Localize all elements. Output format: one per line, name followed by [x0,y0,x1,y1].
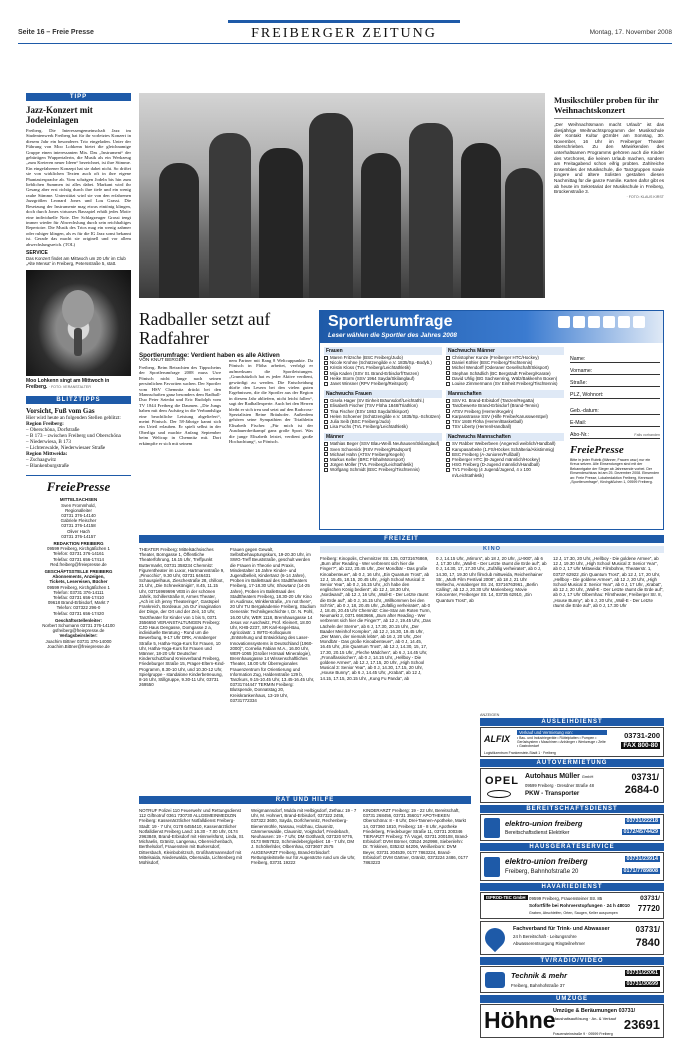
isprod-text: Sofortfilfe bei Rohrverstopfungen · 24 h 48010 [529,903,630,908]
contact-title: GESCHÄFTSSTELLE FREIBERG [44,568,113,574]
hoehne-phone: 23691 [623,1017,660,1032]
contact-line: 09618 Brand-Erbisdorf, Markt 7 [47,600,110,606]
masthead-bar [228,20,460,23]
checkbox[interactable] [324,382,328,386]
elektro1-name: elektro-union freiberg [505,819,583,828]
elektro1-sub: Bereitschaftsdienst Elektriker [505,830,570,836]
umfrage-header [320,311,663,343]
checkbox[interactable] [446,361,450,365]
isprod-name: ISPROD-TEC GmbH [486,895,526,900]
lightning-icon [484,818,500,838]
category-nachwuchs-maenner [446,347,564,386]
checkbox[interactable] [446,468,450,472]
elektro2-addr: Freiberg, Bahnhofstraße 20 [505,869,579,875]
service-text: Das Konzert findet am Mittwoch um 20 Uhr im Club „Alte Mensa“ in Freiberg, Petersstraße 5, statt. [26,255,126,267]
checkbox[interactable] [324,458,328,462]
checkbox[interactable] [446,404,450,408]
ads-column [480,713,664,1038]
nominee[interactable]: Stephan Schädlich (BC Bergstadt Freiberg/Karate) [446,371,564,376]
elektro2-phone-2: 0171/7789808 [623,868,658,874]
nominee[interactable]: Maren Fritzsche (BSC Freiberg/Judo) [324,355,442,360]
blitztipps-intro: Hier wird heute an folgenden Stellen geblitzt: [26,415,121,422]
page-label: Seite 16 – Freie Presse [18,29,94,36]
radballer-col-2 [229,358,313,446]
checkbox[interactable] [446,452,450,456]
photo-child [259,148,303,298]
nominee[interactable]: Julia Seib (BSC Freiberg/Judo) [324,419,442,424]
contact-line: 09599 Freiberg, Kirchgäßchen 1 [47,546,110,552]
blitz-item: – Blankenburgstraße [26,463,69,470]
contact-block [26,541,131,567]
checkbox[interactable] [446,447,450,451]
choir-photo [139,93,545,298]
blitztipps-title: Vorsicht, Fuß vom Gas [26,407,95,416]
rat-column-1: NOTRUF Polizei 110 Feuerwehr und Rettungsdienst 112 Giftnotruf 0361 730730 ALLGEMEINMEDIZIN Freiberg: Kassenärztlicher Notfalldienst Freiberg-Stadt: 19 - 7 Uhr, 0178 6455410, Kassenärztlicher Notfalldienst Freiberg Land: 16.30 - 7.00 Uhr, 0174 2963849, Brand-Erbisdorf mit Himmelsfürst, Linda, St. Michaelis, Gränitz, Langenau, Oberreichenbach, Berthelsdorf, Frauenstein mit Burkersdorf, Dittersbach, Kleinbobritzsch, Großhartmannsdorf mit Mittelsaida, Niederwalda, Obersaida, Lichtenberg mit Mühlsdorf, [139,808,245,866]
contact-line: Verlagsbeirsleiter: [59,633,98,639]
umzuege-label: UMZÜGE [480,995,664,1003]
checkbox[interactable] [324,371,328,375]
vag-text: Abwasserentsorgung Ringteilnehmer [513,941,585,946]
alfix-logo: ALFIX [484,734,510,744]
nominee[interactable]: TSV 1848 Flöha (Herren/Basketball) [446,419,564,424]
freiepresse-logo: FreiePresse [46,479,111,495]
form-name-field[interactable]: Name: [570,351,660,363]
isprod-phone-1: 03731/ [640,895,660,902]
contact-line[interactable]: gsfreiberg@freiepresse.de [52,628,105,634]
nominee[interactable]: Jürgen Möller (TVL Freiberg/Leichtathletik) [324,462,442,467]
contact-line: 03731 376-14140 [61,512,96,518]
nominee[interactable]: Tina Fischer (ESV 1863 Sayda/Skisport) [324,409,442,414]
checkbox[interactable] [324,361,328,365]
cyclist-icon [573,316,585,328]
photo-story-title: Musikschüler proben für ihr Weihnachtskonzert [554,95,659,115]
tv-icon [485,972,505,988]
nominee[interactable]: Tanzbewerte Brand-Erbisdorf (Brand-Tennis) [446,403,564,408]
tech-addr: Freiberg, Bahnhofstraße 37 [511,983,565,988]
category-label: Nachwuchs Mannschaften [446,433,564,441]
hoehne-ad[interactable] [480,1004,664,1038]
vag-phone-2: 7840 [635,937,660,949]
hoehne-text-2: Haushaltsauflösung · An- & Verkauf [553,1016,617,1021]
photo-child [409,123,453,298]
umfrage-form [570,351,660,484]
tipp-caption [26,378,131,390]
contact-line: Regionalleiter [65,507,92,513]
contact-block [26,569,131,616]
masthead: FREIBERGER ZEITUNG [251,26,437,41]
nominee[interactable]: Janet Winsner (RPV Freiberg/Reitsport) [324,381,442,386]
nominee[interactable]: Wolfgang Schmidt (BSC Freiberg/Tischtennis) [324,467,442,472]
autovermietung-label: AUTOVERMIETUNG [480,759,664,767]
contact-block [26,497,131,539]
havarie-label: HAVARIEDIENST [480,883,664,891]
nominee[interactable]: Christopher Kunze (Freiberger HTC/Hockey) [446,355,564,360]
page-header [18,20,672,44]
contact-line: Norbert Schumann 03731 376-14100 [42,623,115,629]
rat-label: RAT UND HILFE [139,796,471,804]
contact-line: Telefax: 03731 656-17410 [53,595,104,600]
nominee[interactable]: Mathias Beger (SSV Blau-Weiß Neuhausen/Skilanglauf) [324,441,442,446]
category-label: Männer [324,433,442,441]
elektro1-phone-1: 03731/22218 [626,818,658,824]
blitz-item: – Oberschöna, Dorfstraße [26,427,80,434]
contact-line: Abonnements, Anzeigen, [52,574,105,580]
elektro-union-ad-2[interactable] [480,852,664,881]
tech-name: Technik & mehr [511,971,567,980]
checkbox[interactable] [324,447,328,451]
photo-child [461,143,501,298]
contact-line[interactable]: Joachim.Bittner@freiepresse.de [47,643,110,649]
radballer-col-1 [139,358,221,447]
checkbox[interactable] [446,442,450,446]
anzeigen-label: ANZEIGEN [480,713,500,717]
left-column [26,93,131,649]
form-email-field[interactable]: E-Mail: [570,415,660,427]
form-geb-field[interactable]: Geb.-datum: [570,399,660,415]
ausleihdienst-label: AUSLEIHDIENST [480,718,664,726]
tipp-body: Freiberg. Die Interessengemeinschaft Jazz im Studentenwerk Freiberg hat für ihr vorletztes Konzert in diesem Jahr ein besonderes Trio eingeladen. Unter der Führung von Moo Lohkenn bietet die gleichnamige Gruppe einen interessanten Mix. Das „Instrument“ der gebürtigen Wuppertalerin, die Musik als ein Werkzeug „zum Kreieren neuer Ideen“ bezeichnet, ist ihre Stimme. Ein eingefahrener Konzept hat sie dabei nicht. So driftet sie von wirklichen Texten auch oft in ihre eigene Phantasiesprache ab. Vom schrägen Jodeln bis hin zum lieblichen Summen ist alles dabei. Markant wird ihr Gesang aber erst richtig durch ihre tiefe und ein wenig rauhe Stimme. Unterstützt wird sie von den erfahrenen Jazzgrößen Leonard Jones und Lou Grassi. Die Besetzung der Instrumente mag etwas eintönig klingen, doch durch Jones virtuoses Bassspiel erhält jedes Motiv eine individuelle Note. Der Schlagzeuger Grassi tengt immer wieder für Abwechslung durch sein reichhaltiges Repertoire. Die Musik des Trios mag ein wenig zahmer oder ruhiger klingen, als es für die IG Jazz sonst bekannt ist. Gerade das macht sie originell und vor allem abwechslungsreich. (TOL) [26,128,131,247]
checkbox[interactable] [446,463,450,467]
checkbox[interactable] [446,399,450,403]
kino-column-2: 0 J, 14.15 Uhr, „Mirrors“, ab 18 J, 20 Uhr, „U-900“, ab 6 J, 17.30 Uhr, „Wall-E - Der Letzte räumt die Erde auf“, ab 0 J, 14.30, 17, 17.30 Uhr, „Zufällig verheiratet“, ab 0 J, 14.30, 17, 19.30 Uhr filmclub mittweida, Reichenhainer Str., „Muth Film Festival 2008“, ab 18 J, 21 Uhr Weltecho, Annaberger Str. 24, 03716763961, „Berlin Calling“, ab 12 J, 20.30 Uhr Marienberg: Movie Kinocenter, Freiberger Str. 14, 03735 62910, „Ein Quantum Trost“, ab [436,556,547,603]
nominee[interactable]: Nicole Krohne (Schützengilde e.V. 1835/Sp.-Bodyb.) [324,360,442,365]
umfrage-subtitle: Leser wählen die Sportler des Jahres 2008 [328,332,457,339]
photo-child [209,133,251,298]
photo-story [554,93,664,200]
category-mannschaften [446,390,564,429]
runner-icon [558,316,570,328]
form-vorname-field[interactable]: Vorname: [570,363,660,375]
checkbox[interactable] [324,356,328,360]
elektro-union-ad-1[interactable] [480,814,664,841]
checkbox[interactable] [446,420,450,424]
nominee[interactable]: David Uhlig (BG Sachsenring, Wälz/Bakkenhn Boxen) [446,376,564,381]
checkbox[interactable] [324,409,328,413]
checkbox[interactable] [324,420,328,424]
category-label: Frauen [324,347,442,355]
photo-story-rule [554,118,664,119]
checkbox[interactable] [446,356,450,360]
nominee[interactable]: Louise Zimmermann (SV Einheit Freiberg/Tischtennis) [446,381,564,386]
elektro2-name: elektro-union freiberg [505,857,588,866]
water-drop-icon [481,924,509,952]
tech-phone-2: 03731/30699 [626,981,658,987]
nominee[interactable]: SV Rabber Weiberbeen (Angeredi weiblich/Handball) [446,441,564,446]
rat-section [139,796,471,866]
contacts-box [26,475,131,649]
nominee[interactable]: Daniel Köhler (BSC Freiberg/Tischtennis) [446,360,564,365]
radballer-text-2: nem Partner mit Rang 8 Weltcuppunkte. Da Pönisch in Flöha arbeitet, verfolgt er aufmerksam die Sportleistungen. „Grundsätzlich hat es jeder Aktive verdient, gewürdigt zu werden. Die Entscheidung dürfte den Lesern bei den vielen guten Ergebnissen, die die Sportler aus der Region in diesem Jahr abliefern, nicht leicht fallen“, sagt der Radballexperte. Auch bei den Herren bleibt er sich treu und setzt auf den Radcross-Spezialisten Reine Bräuhofer. Außerdem gehören seine Sympathien der Triathletin Elisabeth Fischer. „Für mich ist der Ausdauerdreikampf ganz große Sport. Was die junge Elisabeth leistet, verdient große Hochachtung“, so Pönisch. [229,358,313,445]
checkbox[interactable] [446,414,450,418]
contact-line: Sven Frommhold, [61,502,96,508]
nominee[interactable]: Karpasstrasse SSV (Hilfe Freibe/Karusswerstpel) [446,414,564,419]
swimmer-icon [588,316,600,328]
contact-line: Telefon: 037322 296-0 [56,605,101,611]
opel-emblem [487,790,511,798]
nominee[interactable]: BSC Freiberg (A-Junioren/Fußball) [446,452,564,457]
blitztipps-label: BLITZTIPPS [26,396,131,404]
nominee[interactable]: TSV Liberty (Herren/Handball) [446,424,564,429]
photo-child [159,163,199,298]
contact-line: Tickets, Lesereisen, Bücher [49,579,108,585]
contact-line: 09599 Freiberg, Kirchgäßchen 1 [47,584,110,590]
rat-column-3: KINDERARZT Freiberg: 19 - 22 Uhr, Bereitschaft, 03731 268456, 03731 356017 APOTHEKEN Oberschöna: 8 - 8 Uhr, Drei-Tannen-Apotheke, Markt 14, 037360 1810, Freiberg: 18 - 8 Uhr, Apotheke Friedeberg, Friedeburger Straße 11, 03731 200346 TIERARZT Freiberg: TÄ Vogel, 03731 200108, Brand-Erbisdorf: DVM Börner, 03524 262998, Siebenlehn: Dr. Triskinen, 035242 64206, Weißenborn: DVM Beyer, 03731 204539, 0177 7863224, Brand-Erbisdorf: DVM Gärtner, Gränitz, 0373224 2486, 0177 7863223 [363,808,469,866]
ball-icon [603,316,615,328]
nominee[interactable]: Karupasarbeite (1.FS/Höckes Schälteria/Akistimmig) [446,447,564,452]
page-date: Montag, 17. November 2008 [589,29,672,36]
radballer-headline: Radballer setzt auf Radfahrer [139,309,271,348]
contact-line: Telefax: 03731 656-17420 [53,610,104,616]
alfix-ad[interactable] [480,727,664,757]
contact-block [26,618,131,649]
category-nachwuchs-frauen [324,390,442,429]
checkbox[interactable] [324,425,328,429]
vag-sub: 24 h Bereitschaft · Leitungsrohre [513,934,577,939]
nominee[interactable]: TV1 Freiberg (4 Jugend/Jugend, 4 x 100 m/Leichtathletik) [446,467,564,477]
category-label: Mannschaften [446,390,564,398]
form-strasse-field[interactable]: Straße: [570,375,660,387]
nominee[interactable]: Markus Keller (BRC Flöha/Motorsport) [324,457,442,462]
radballer-article [139,310,314,365]
category-frauen [324,347,442,386]
form-plz-field[interactable]: PLZ, Wohnort: [570,387,660,399]
checkbox[interactable] [324,414,328,418]
radballer-byline: VON KNUT BERGER [139,358,186,363]
contact-title: REDAKTION FREIBERG [53,540,104,546]
umfrage-col-mid [446,347,564,478]
checkbox[interactable] [324,442,328,446]
hoehne-logo: Höhne [484,1007,556,1033]
checkbox[interactable] [446,382,450,386]
sport-icons [558,316,645,328]
kino-column-1: Freiberg: Kinopolis, Chemnitzer Str. 135, 03731676869, „Bum after Reading - Wer verbrennt sich hier die Finger?“, ab 12J, 20.45 Uhr, „Der Mondbär - Das große Kinoabenteuer“, ab 0 J, 16 Uhr, „Ein Quantum Trost“, ab 12 J, 15.45, 18.15, 20.45 Uhr, „High School Musical 3: Senior Year“, ab 0 J, 16.15 Uhr, „Ich habe den englischen König bedient“, ab 12 J, 18.30 Uhr, „Nordwand“, ab 12 J, 16 Uhr, „Wall-E - Der Letzte räumt die Erde auf“, ab 0 J, 16.15 Uhr, „Willkommen bei den Sch’tis“, ab 0 J, 18, 20.45 Uhr, „Zufällig verheiratet“, ab 0 J, 18.45, 20.45 Uhr Chemnitz: Cine-Star am Roten Turm, Neumarkt 2, 0371 6663666, „Bum after Reading - Wer verbrennt sich hier die Finger?“, ab 12 J, 19.45 Uhr, „Das Lächeln der Sterne“, ab 6 J, 17.30, 20.15 Uhr, „Der Baader Meinhof Komplex“, ab 12 J, 16.30, 19.45 Uhr, „Der Mann, der niemals lebte“, ab 16 J, 20 Uhr, „Der Mondbär - Das große Kinoabenteuer“, ab 0 J, 14.45, 16.45 Uhr, „Ein Quantum Trost“, ab 12 J, 14.30, 15, 17, 17.30, 20.15 Uhr, „Fleche Mädchen“, ab 6 J, 14.45 Uhr, „Fronalfassischen“, ab 0 J, 14.15 Uhr, „Hellboy - Die goldene Armee“, ab 12 J, 17.15, 20 Uhr, „High School Musical 3: Senior Year“, ab 0 J, 14.30, 17.15, 20 Uhr, „House Bunny“, ab 6 J, 14.45 Uhr, „Krabat“, ab 12 J, 14.15, 17.15, 20.15 Uhr, „Kung Fu Panda“, ab [320,556,431,681]
checkbox[interactable] [446,366,450,370]
tipp-label: TIPP [26,93,131,101]
header-rule [18,43,672,44]
nominee[interactable]: Kristin Kloss (TVL Freiberg/Leichtathletik) [324,365,442,370]
tvradio-label: TV/RADIO/VIDEO [480,957,664,965]
tipp-photo-microphone [74,328,82,356]
mueller-name: Autohaus Müller GmbH [525,773,594,780]
freizeit-label: FREIZEIT [139,535,664,543]
mueller-phone-1: 03731/ [631,772,659,782]
mueller-addr: 09599 Freiberg · Dresdner Straße 48 [525,783,594,788]
kino-label: KINO [483,546,501,552]
blitz-item: – Zschaagwitz [26,457,57,464]
elektro1-phone-2: 0172/4574429 [623,829,658,835]
contact-title: Geschäftsstellenleiter: [54,617,103,623]
vag-name: Fachverband für Trink- und Abwasser [513,926,610,932]
photo-child [505,168,543,298]
vag-ad[interactable] [480,921,664,955]
checkbox[interactable] [446,371,450,375]
tipp-photo [26,270,131,376]
contact-line: Joachim Bittner 03731 376-14000 [45,638,112,644]
alfix-fax: FAX 800-80 [623,742,658,749]
blitz-item: – Niederwiesa, B 173 [26,439,71,446]
tech-phone-1: 03731/22061 [626,970,658,976]
tipp-title: Jazz-Konzert mit Jodeleinlagen [26,105,93,125]
contact-line: Oliver Hach [67,528,90,534]
nominee[interactable]: SSV Kt. Brand-Erbisdorf (Tanzen/Regatta) [446,398,564,403]
blitz-item: – Lichtenwalde, Niederwiesaer Straße [26,445,106,452]
mueller-phone-2: 2684-0 [624,784,659,796]
isprod-ad[interactable] [480,892,664,919]
umfrage-col-left [324,347,442,473]
opel-logo: OPEL [485,775,519,787]
blitz-item: – B 173 – zwischen Freiberg und Oberschöna [26,433,121,440]
checkbox[interactable] [324,468,328,472]
checkbox[interactable] [446,458,450,462]
hoehne-addr: Frauensteinstraße 9 · 09599 Freiberg [553,1032,613,1036]
photo-story-credit: · FOTO: KLAUS KIRST [626,194,664,199]
technik-ad[interactable] [480,966,664,993]
alfix-addr: Logistikzentrum Frankenstein-Stadt 1 · Freiberg [484,751,556,755]
rider-icon [633,316,645,328]
freizeit-column-2: Frauen gegen Gewalt, Selbstbehauptungskurs, 19-20.30 Uhr, im SWG-Treff Beuststraße, geschult werden die Frauen in Theorie und Praxis, Mindestalter 16 Jahre Kinder- und Jugendbelleit, Kindertanz (6-14 Jahre), Proben im Ballettsaal des Stadttheaters Freiberg, 17-18.30 Uhr, Showtanz (14-25 Jahre), Proben im Ballettsaal des Stadttheaters Freiberg, 18.30-20 Uhr Kino im Audimax, Winklerstraße, „Im not there“, 20 Uhr TU Bergakademie Freiberg, Studium Generale: Technikgeschichte I, Dr. N. Pohl, 16.00 Uhr, WER 1118, Bremhausgasse 14 Jesus vor Auschwitz, Prof. Kleinert, 18.00 Uhr, KHB-2237, SR Karl-Kegel-Bau, Agricolastr. 1 IWTG-Kolloquium „Entstehung und Entwicklung des Laser-Innovationssystems in Deutschland (1960-2000)“, Cornelia Fabian M.A., 16.00 Uhr, WER-1065 (Großer Hörsaal Mineralogie), Brennhausgasse 14 Wissenschaftliches Theater, 18.00 Uhr Überregionales Frauenzentrum für Orientierung und Information Zug, Haldenstraße 129 b, Tanzkurs, 9.15-10.45 Uhr, 13.45-16.45 Uhr, 03731744447 TERMIN Freiberg: Blutspende, Donnatstag 20, Kreiskrankenhaus, 13-19 Uhr, 03731772334 [230,547,316,703]
checkbox[interactable] [446,376,450,380]
blitz-region-1 [26,421,131,451]
contact-line[interactable]: Red.freiberg@freiepresse.de [50,561,107,567]
isprod-phone-2: 77720 [637,904,660,913]
lightning-icon [484,857,500,877]
nominee[interactable]: Sven Schoenick (RSV Freiberg/Radsport) [324,447,442,452]
nominee[interactable]: Elisabeth Fischer (TSV Flöha 1848/Triathlon) [324,403,442,408]
checkbox[interactable] [324,463,328,467]
contact-line: Telefon: 03731 376-14111 [53,589,104,595]
checkbox[interactable] [446,409,450,413]
elektro2-phone-1: 03731/23914 [626,856,658,862]
kino-column-3: 12 J, 17.30, 20 Uhr, „Hellboy - Die goldene Armee“, ab 12 J, 19.30 Uhr, „High School Musical 3: Senior Year“, ab 0 J, 17 Uhr Mittweida: Filmbühne, Theaterstr. 1, 03727 62922 „Ein Quantum Trost“, ab 12 J, 17, 20 Uhr, „Hellboy - Die goldene Armee“, ab 12 J, 20 Uhr, „High School Musical 3: Senior Year“, ab 0 J, 17 Uhr, „Krabat“, ab 12 J, 20 Uhr, „Wall-E - Der Letzte räumt die Erde auf“, ab 0 J, 17 Uhr Olbernhau: Filmtheater, Freiberger Str. 8, „House Bunny“, ab 6 J, 20 Uhr, „Wall-E - Der Letzte räumt die Erde auf“, ab 0 J, 17.30 Uhr [553,556,664,608]
radballer-text-1: Freiberg. Beim Betrachten des Tippscheins der Sportlerumfrage 2008 muss Uwe Pönisch nicht lange nach seinen persönlichen Favoriten suchen. Der Sportler vom HSV Chemnitz drückt bei den Mannschaften ganz besonders dem Radball-Duo Peter Sziedat und Eric Rudolph vom TV 1844 Freiberg die Daumen. „Die Jungs haben mit dem Aufstieg in die Verbandsliga eine beachtliche Leistung abgeliefert“, meint Pönisch. Der 58-Jährige kannt sich ein Urteil erlauben. Er spielt selbst in der Oberliga und machte Anfang September beim Weltcup in Chemnitz mit. Dort erkämpfte er sich mit seinem [139,365,221,446]
vag-phone-1: 03731/ [635,925,660,934]
nominee[interactable]: Mija Kaden (SSV St. Brand-Erbisdorf/Tanzen) [324,371,442,376]
rat-column-2: Weigmannsdorf, Mulda mit Helbigsdorf, Zethau: 19 - 7 Uhr, M. Hohnert, Brand-Erbisdorf, 037322 2455, 037322 3600, Sayda, Dorfchemnitz, Rechenberg-Bienenmühle, Nassau, Holzhau, Clausnitz, Cämmerswalde, Clausnitz, Voigtsdorf, Friedebach, Neuhausen: 19 - 7 Uhr, DM Gotthardt, 037320 9776, 0173 9857822, Schmiedeberg/gebiet: 18 - 7 Uhr, DM J. Schöllerlrder, Olbernhau, 0373607 2575 AUGENARZT Freiberg, Brand-Erbisdorf: Rettungsleitstelle nur für Augenärzte rund um die Uhr, Freiberg, 03731 19222 [251,808,357,866]
nominee[interactable]: Helen Schoener (Schützengilde e.V. 1835/Sp.-Schützen) [324,414,442,419]
tipp-caption-text: Moo Lohkenn singt am Mittwoch in Freiberg. [26,378,110,391]
nominee[interactable]: Freiberger HTC (B-Jugend männlich/Hockey) [446,457,564,462]
isprod-text-2: Graben, Abschleifen, Orten, Saugen, Keller auspumpen [529,911,618,915]
theater-column: THEATER Freiberg: Mittelsächsisches Theater, Borngasse 1, Öffentliche Theaterführung, 16.15 Uhr, Treffpunkt Buttermarkt, 03731 358234 Chemnitz: Figurentheater im Luxor, Hartmannstraße 9, „Pinocchio“, 9.30 Uhr, 03731 646431 Schauspielhaus, Zieschestraße 28, chilloot, 21 Uhr, „Die Schneekönigin“, 8.45, 11.15 Uhr, 03716969696 VEB in der schönen Jahrik, Schillerstraße 8, Armes Theater, „Ach ist ich jenny Theateringe“, Gastspiel Frankreich, Bordeaux „Va Ou“ imagination der Dinge, der Ort und der Zeit, 10 Uhr, Tanztheater für Kinder von 1 bis 5, 0371 3556650 VERANSTALTUNGEN Freiberg: CJD Haus Dengasse, Domgasse 2 a, individuelle Beratung - Rund um die Bewerbung, 9-17 Uhr DRK, Annaberger Straße 5, Hatha-Yoga-Kurs für Frauen, 10 Uhr, Hatha-Yoga-Kurs für Frauen und Männer, 18-20 Uhr Deutscher Kinderschutzbund Kreisverband Freiberg, Friedeburger Straße 15, Prager-Eltern-Kind-Programm, 8.30-10 Uhr, und 10.30-12 Uhr, Spielgruppe - standalone Kinderbetreuung, 8-16 Uhr, Stillgruppe, 9.30-11 Uhr, 03731 269550 [139,547,225,688]
contact-line: 03731 376-14157 [61,533,96,539]
bereitschaft-label: BEREITSCHAFTSDIENST [480,805,664,813]
category-label: Nachwuchs Männer [446,347,564,355]
sportlerumfrage-box [319,310,664,530]
photo-child [361,153,401,298]
checkbox[interactable] [324,399,328,403]
category-nachwuchs-mannschaften [446,433,564,477]
nominee[interactable]: HSG Freiberg (D-Jugend männlich/Handball) [446,462,564,467]
blitz-region-2 [26,451,131,469]
contact-title: MITTELSACHSEN [59,497,98,503]
nominee[interactable]: Heike Storm (SSV 1964 Sayda/Skilanglauf) [324,376,442,381]
photo-story-body: „Der Weihnachtsmann macht Urlaub“ ist das diesjährige Weihnachtsprogramm der Musikschule der Kontakt Kultur gGmbH am Sonntag, 30. November, 16 Uhr im Freiberger Theater überschrieben. Zu den Mitwirkenden des unterhaltsamen Programms gehören auch die Kinder des Vorchores, die keinen Urlaub machen, sondern am Freitagabend schon eifrig probten. Zahlreiche Ensembles der Musikschule, die Tanzgruppen sowie jüngere und ältere Solisten gestalten diesen Nachmittag für die ganze Familie. Karten dafür gibt es ab heute im Sekretariat der Musikschule in Freiberg, Brückenstraße 3. [554,122,664,195]
nominee[interactable]: ATSV Freiberg (Herren/Kegeln) [446,409,564,414]
hausgeraete-label: HAUSGERÄTESERVICE [480,843,664,851]
umfrage-title: Sportlerumfrage [328,313,453,330]
checkbox[interactable] [324,452,328,456]
alfix-line1: Verkauf und Vermietung von: [517,730,607,735]
tipp-caption-credit: · FOTO: VERANSTALTER [48,385,91,390]
blitz-region-name: Region Freiberg: [26,421,64,428]
umfrage-info: Bitte in jeder Rubrik (Männer, Frauen usw.) nur ein Kreuz setzen. Alle Einsendungen sind mit der Bekanntgabe der Sieger ab Jahresende vorbei. Der Einsendeschluss ist am 25. Dezember 2008. Einsenden an: Freie Presse, Lokalredaktion Freiberg, Kennwort „Sportlerumfrage“, Kirchgäßchen 1, 09599 Freiberg. [570,458,660,485]
contact-line: Telefax: 03731 656-17414 [53,556,104,562]
nominee[interactable]: Michael Hahn (ATSV Freiberg/Kegeln) [324,452,442,457]
category-maenner [324,433,442,472]
service-label: SERVICE [26,249,48,256]
blitz-region-name: Region Mittweida: [26,451,68,458]
skier-icon [618,316,630,328]
checkbox[interactable] [324,366,328,370]
checkbox[interactable] [324,376,328,380]
umfrage-logo: FreiePresse [570,444,624,456]
alfix-list: • Bau- und Industriegeräte • Rüttelplatten • Pumpen • Gerüstsystem • Maschinen • Anhänger • Werkzeuge • Zelte • Gastrobedarf [517,736,606,748]
contact-line: 03731 376-14158 [61,523,96,529]
isprod-addr: 09599 Freiberg, Frauensteiner Str. 85 [529,896,603,901]
photo-child [309,113,353,298]
alfix-phone: 03731-200 [624,731,660,740]
contact-line: Gabriele Fleischer [60,518,97,524]
tipp-photo-head [62,290,94,328]
mueller-ad[interactable] [480,768,664,803]
mueller-pkw: PKW - Transporter [525,790,580,797]
checkbox[interactable] [446,425,450,429]
checkbox[interactable] [324,404,328,408]
hoehne-text: Umzüge & Beräumungen 03731/ [553,1008,636,1014]
nominee[interactable]: Gisela Hager (SV Einheit Bräunsdorf/Leichtathl.) [324,398,442,403]
contact-line: Telefon: 03731 376-14161 [52,551,105,557]
radballer-subhead: Sportlerumfrage: Verdient haben es alle Aktiven [139,352,280,359]
category-label: Nachwuchs Frauen [324,390,442,398]
nominee[interactable]: Lisa Fuchs (TVL Freiberg/Leichtathletik) [324,424,442,429]
form-abo-field[interactable]: Abo-Nr.: Falls vorhanden [570,427,660,439]
nominee[interactable]: Michel Wendorff (Oderaner Gesellschaft/Skisport) [446,365,564,370]
